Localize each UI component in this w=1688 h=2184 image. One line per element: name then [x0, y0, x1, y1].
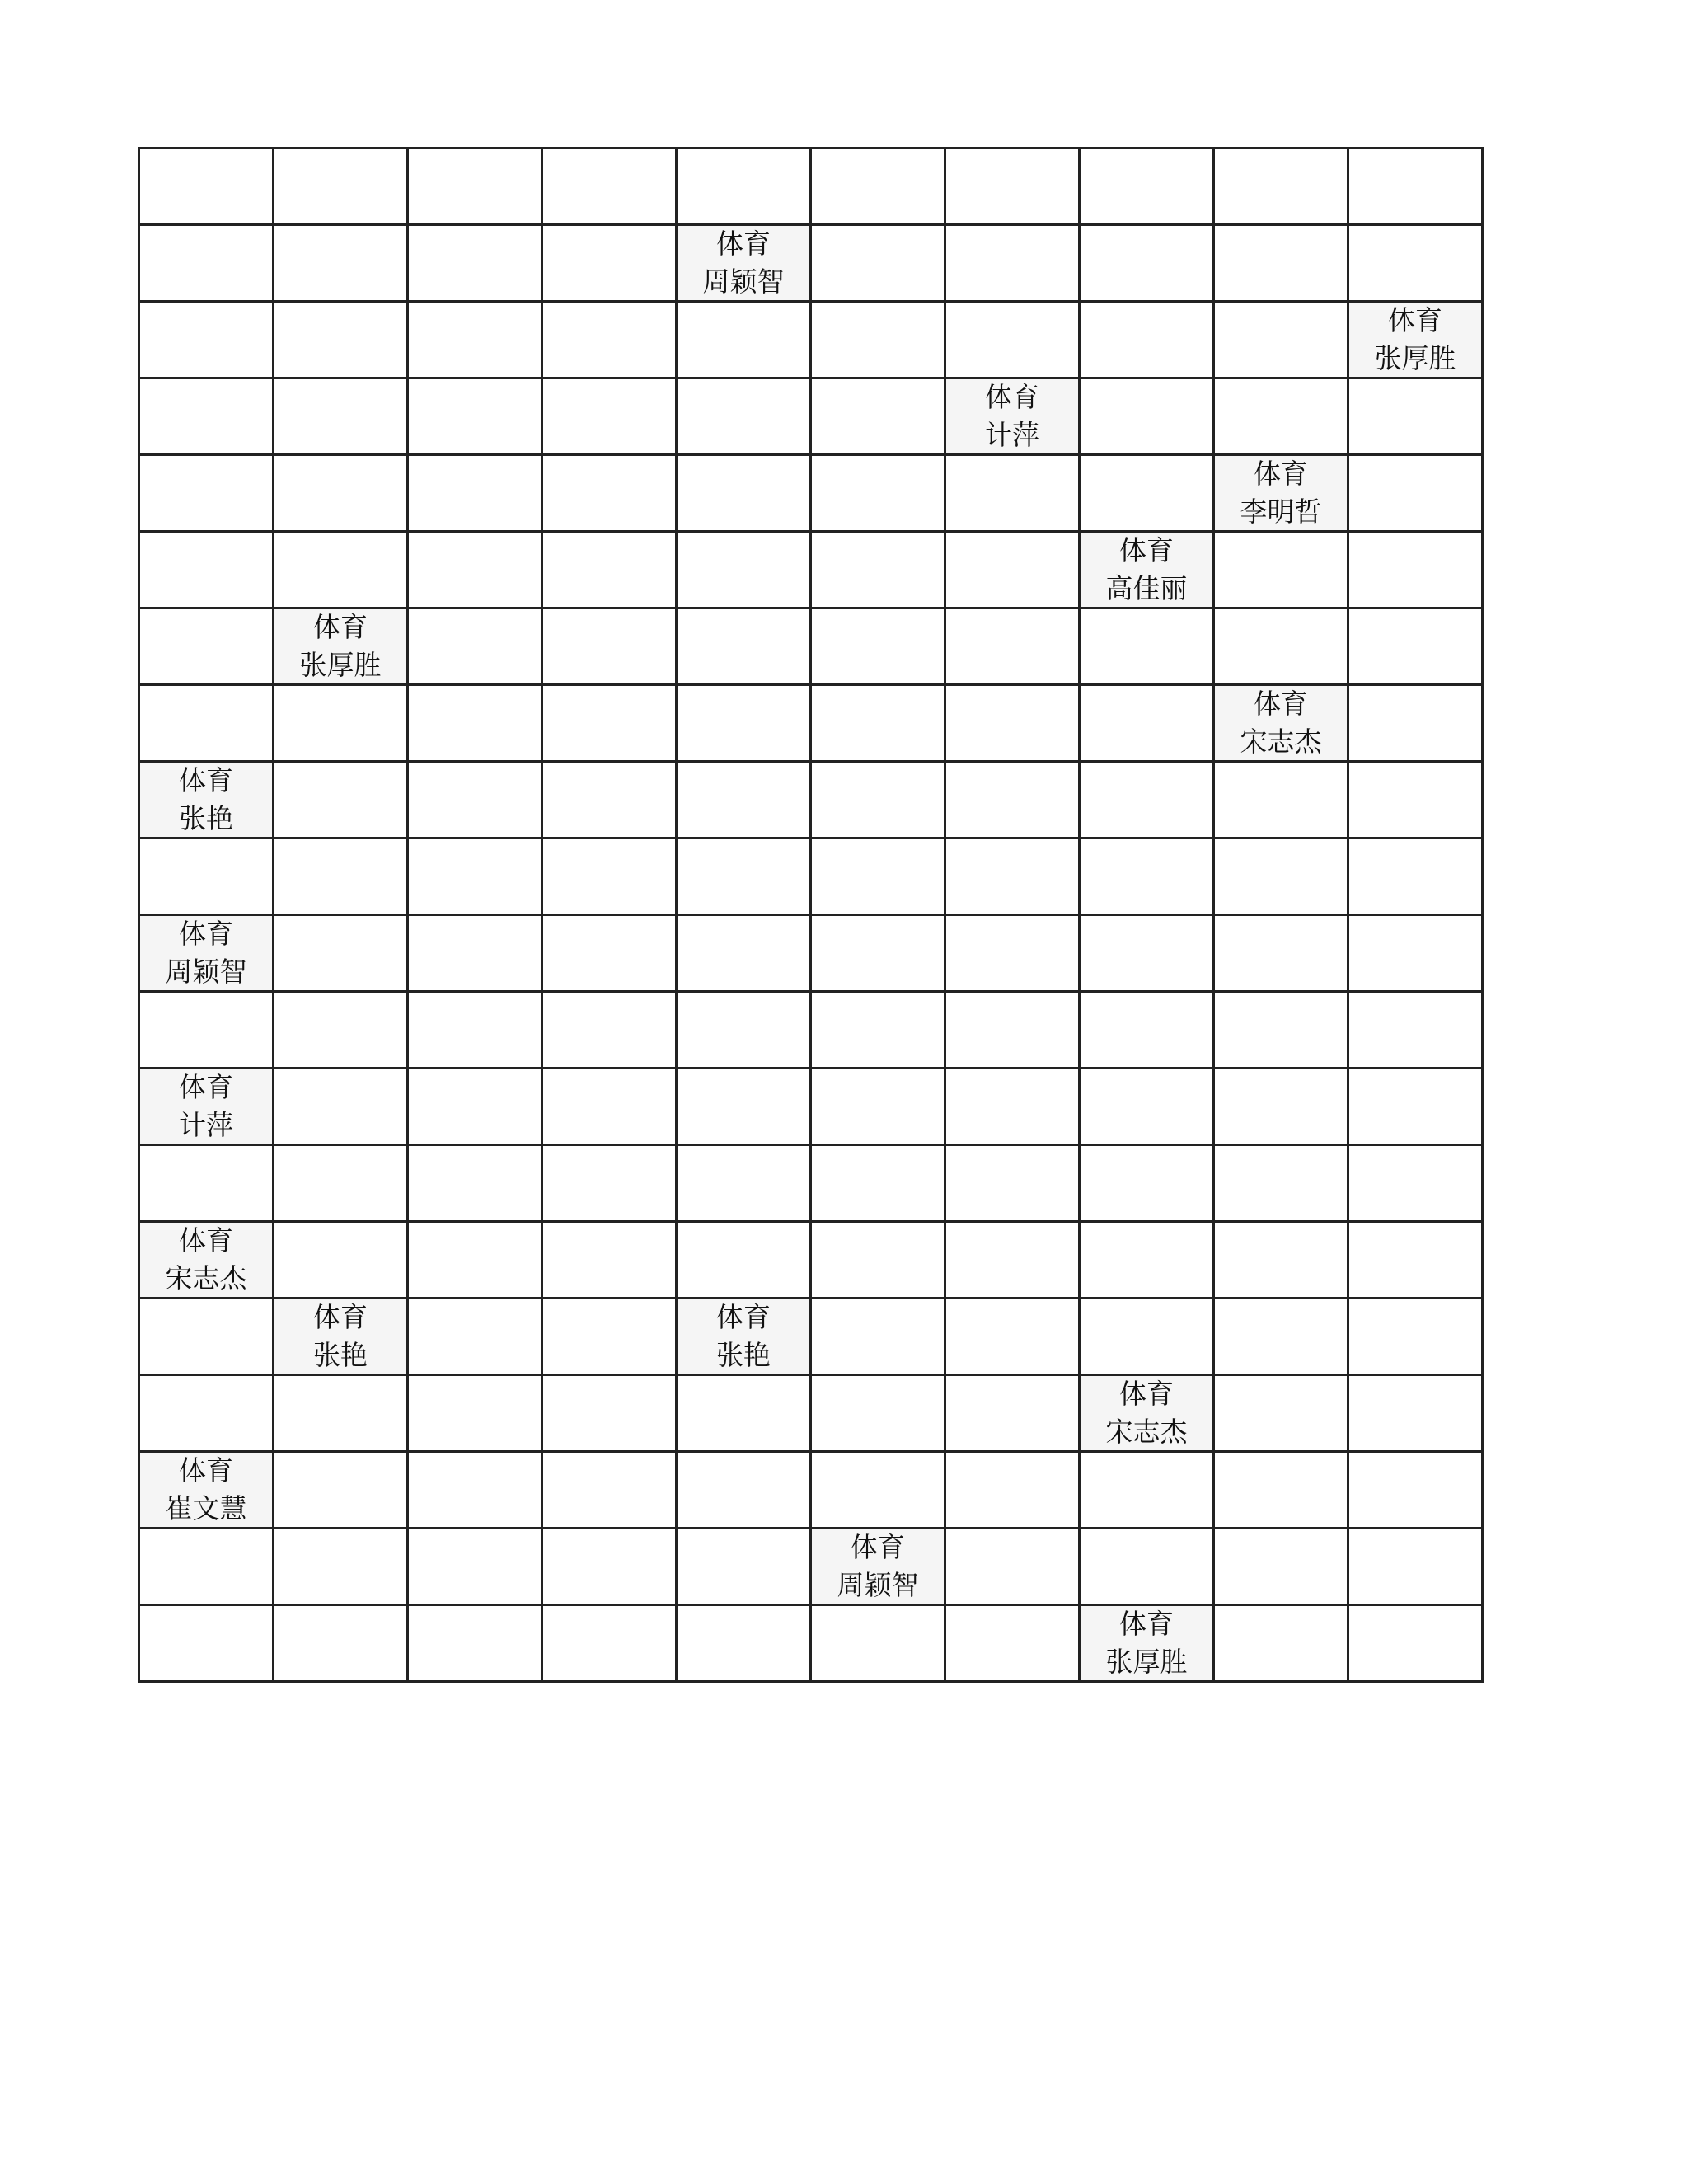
table-cell — [274, 1145, 408, 1222]
table-cell — [1214, 992, 1348, 1069]
table-cell — [139, 1375, 274, 1452]
table-cell — [1080, 225, 1214, 302]
table-cell — [945, 1299, 1080, 1375]
table-cell — [811, 455, 945, 532]
table-cell — [1080, 1145, 1214, 1222]
table-cell — [677, 302, 811, 378]
table-cell — [811, 302, 945, 378]
table-cell — [542, 1375, 677, 1452]
table-cell — [542, 148, 677, 225]
table-cell — [542, 1299, 677, 1375]
table-cell — [1214, 1605, 1348, 1682]
table-cell — [408, 608, 542, 685]
table-cell — [677, 1145, 811, 1222]
teacher-name: 张厚胜 — [1374, 342, 1456, 374]
class-entry — [812, 1531, 944, 1602]
table-cell — [1080, 1069, 1214, 1145]
table-cell — [945, 378, 1080, 455]
table-cell — [139, 762, 274, 838]
table-cell — [811, 992, 945, 1069]
subject-label: 体育 — [179, 1071, 233, 1103]
table-cell — [408, 455, 542, 532]
table-cell — [274, 225, 408, 302]
table-cell — [1080, 1529, 1214, 1605]
table-cell — [677, 148, 811, 225]
table-cell — [542, 302, 677, 378]
table-cell — [945, 1529, 1080, 1605]
table-cell — [811, 1375, 945, 1452]
table-cell — [677, 225, 811, 302]
teacher-name: 张艳 — [313, 1339, 368, 1371]
table-cell — [945, 838, 1080, 915]
subject-label: 体育 — [1119, 534, 1174, 566]
class-entry — [1349, 304, 1481, 375]
table-cell — [274, 455, 408, 532]
table-row — [139, 1145, 1483, 1222]
teacher-name: 宋志杰 — [1105, 1416, 1188, 1448]
table-cell — [945, 992, 1080, 1069]
table-cell — [1080, 992, 1214, 1069]
table-cell — [811, 225, 945, 302]
table-row — [139, 455, 1483, 532]
table-cell — [542, 1605, 677, 1682]
table-cell — [542, 378, 677, 455]
teacher-name: 高佳丽 — [1105, 572, 1188, 604]
subject-label: 体育 — [179, 764, 233, 796]
table-cell — [677, 1222, 811, 1299]
table-cell — [1214, 532, 1348, 608]
table-cell — [677, 1375, 811, 1452]
table-cell — [1348, 762, 1483, 838]
table-cell — [1080, 608, 1214, 685]
table-cell — [677, 838, 811, 915]
subject-label: 体育 — [313, 1301, 368, 1333]
table-cell — [945, 1375, 1080, 1452]
table-cell — [677, 915, 811, 992]
table-cell — [542, 992, 677, 1069]
table-cell — [408, 1375, 542, 1452]
table-cell — [1214, 1299, 1348, 1375]
schedule-table — [138, 147, 1484, 1683]
table-cell — [677, 1452, 811, 1529]
table-cell — [542, 1145, 677, 1222]
table-cell — [811, 915, 945, 992]
table-cell — [139, 685, 274, 762]
table-cell — [542, 915, 677, 992]
table-cell — [542, 225, 677, 302]
table-row — [139, 608, 1483, 685]
table-cell — [274, 915, 408, 992]
table-cell — [1214, 378, 1348, 455]
class-entry — [140, 918, 272, 989]
table-cell — [1080, 532, 1214, 608]
table-cell — [542, 685, 677, 762]
class-entry — [274, 611, 406, 682]
table-cell — [1348, 1605, 1483, 1682]
table-cell — [1214, 225, 1348, 302]
table-cell — [1080, 455, 1214, 532]
table-cell — [1214, 838, 1348, 915]
teacher-name: 宋志杰 — [1240, 726, 1322, 758]
table-cell — [274, 1069, 408, 1145]
table-cell — [408, 1069, 542, 1145]
table-cell — [408, 838, 542, 915]
table-cell — [139, 838, 274, 915]
table-cell — [1080, 762, 1214, 838]
table-cell — [274, 608, 408, 685]
table-cell — [1080, 302, 1214, 378]
table-cell — [945, 608, 1080, 685]
table-cell — [811, 1452, 945, 1529]
table-cell — [677, 1299, 811, 1375]
table-row — [139, 148, 1483, 225]
table-cell — [677, 608, 811, 685]
teacher-name: 计萍 — [985, 419, 1039, 451]
teacher-name: 张艳 — [179, 802, 233, 834]
class-entry — [1081, 534, 1212, 605]
table-cell — [274, 302, 408, 378]
teacher-name: 张厚胜 — [299, 649, 382, 681]
teacher-name: 宋志杰 — [165, 1262, 247, 1294]
table-cell — [408, 1222, 542, 1299]
table-cell — [811, 685, 945, 762]
table-cell — [811, 1145, 945, 1222]
table-cell — [274, 1375, 408, 1452]
table-cell — [1214, 608, 1348, 685]
table-cell — [1348, 302, 1483, 378]
table-cell — [274, 685, 408, 762]
table-cell — [139, 1452, 274, 1529]
teacher-name: 张艳 — [716, 1339, 771, 1371]
table-cell — [542, 532, 677, 608]
subject-label: 体育 — [179, 1454, 233, 1487]
class-entry — [140, 1071, 272, 1142]
table-cell — [1214, 1222, 1348, 1299]
subject-label: 体育 — [313, 611, 368, 643]
schedule-body — [139, 148, 1483, 1682]
table-cell — [1080, 915, 1214, 992]
table-cell — [408, 302, 542, 378]
table-cell — [945, 685, 1080, 762]
table-cell — [1214, 1145, 1348, 1222]
table-cell — [1214, 1069, 1348, 1145]
table-cell — [1080, 1375, 1214, 1452]
table-cell — [1348, 838, 1483, 915]
class-entry — [140, 1224, 272, 1295]
table-cell — [1214, 1452, 1348, 1529]
table-cell — [945, 1452, 1080, 1529]
table-cell — [274, 1452, 408, 1529]
table-row — [139, 685, 1483, 762]
table-cell — [677, 378, 811, 455]
table-cell — [811, 378, 945, 455]
teacher-name: 李明哲 — [1240, 496, 1322, 528]
table-cell — [1348, 685, 1483, 762]
table-cell — [945, 148, 1080, 225]
table-cell — [811, 1299, 945, 1375]
table-cell — [139, 532, 274, 608]
table-cell — [1214, 455, 1348, 532]
class-entry — [678, 228, 809, 298]
table-cell — [1348, 608, 1483, 685]
table-cell — [408, 225, 542, 302]
table-cell — [139, 1145, 274, 1222]
class-entry — [678, 1301, 809, 1372]
table-cell — [139, 992, 274, 1069]
table-cell — [542, 1222, 677, 1299]
table-cell — [274, 148, 408, 225]
subject-label: 体育 — [985, 381, 1039, 413]
table-cell — [1348, 1222, 1483, 1299]
table-row — [139, 915, 1483, 992]
table-cell — [811, 1222, 945, 1299]
table-cell — [1348, 1299, 1483, 1375]
table-cell — [1214, 915, 1348, 992]
table-cell — [677, 455, 811, 532]
table-row — [139, 1069, 1483, 1145]
table-cell — [542, 838, 677, 915]
table-cell — [139, 1069, 274, 1145]
table-cell — [408, 762, 542, 838]
table-cell — [274, 532, 408, 608]
table-cell — [408, 1145, 542, 1222]
table-cell — [408, 915, 542, 992]
teacher-name: 张厚胜 — [1105, 1646, 1188, 1678]
table-cell — [1214, 148, 1348, 225]
table-cell — [1348, 1529, 1483, 1605]
table-cell — [139, 1605, 274, 1682]
table-cell — [542, 1452, 677, 1529]
table-cell — [1348, 455, 1483, 532]
table-cell — [945, 1605, 1080, 1682]
table-cell — [1214, 762, 1348, 838]
table-cell — [139, 455, 274, 532]
subject-label: 体育 — [179, 1224, 233, 1256]
table-cell — [139, 302, 274, 378]
subject-label: 体育 — [179, 918, 233, 950]
table-row — [139, 992, 1483, 1069]
table-cell — [1080, 378, 1214, 455]
table-cell — [677, 762, 811, 838]
table-cell — [542, 762, 677, 838]
subject-label: 体育 — [1119, 1608, 1174, 1640]
table-cell — [811, 608, 945, 685]
table-cell — [408, 685, 542, 762]
class-entry — [1081, 1378, 1212, 1449]
table-cell — [408, 1452, 542, 1529]
table-cell — [139, 378, 274, 455]
table-cell — [1214, 1375, 1348, 1452]
subject-label: 体育 — [1388, 304, 1442, 336]
table-row — [139, 1375, 1483, 1452]
table-cell — [408, 1605, 542, 1682]
table-cell — [1080, 1222, 1214, 1299]
table-row — [139, 762, 1483, 838]
table-cell — [1348, 378, 1483, 455]
table-row — [139, 1529, 1483, 1605]
table-cell — [1080, 1299, 1214, 1375]
subject-label: 体育 — [1254, 688, 1308, 720]
table-cell — [542, 1529, 677, 1605]
subject-label: 体育 — [851, 1531, 905, 1563]
table-cell — [274, 1529, 408, 1605]
table-cell — [408, 148, 542, 225]
table-cell — [811, 1605, 945, 1682]
table-cell — [139, 1299, 274, 1375]
table-cell — [274, 1222, 408, 1299]
table-cell — [1214, 1529, 1348, 1605]
table-row — [139, 378, 1483, 455]
subject-label: 体育 — [1119, 1378, 1174, 1410]
table-row — [139, 302, 1483, 378]
table-cell — [542, 455, 677, 532]
subject-label: 体育 — [716, 1301, 771, 1333]
table-cell — [139, 148, 274, 225]
table-cell — [811, 1069, 945, 1145]
table-cell — [408, 378, 542, 455]
subject-label: 体育 — [716, 228, 771, 260]
table-row — [139, 838, 1483, 915]
table-cell — [1348, 992, 1483, 1069]
table-cell — [139, 915, 274, 992]
table-cell — [1348, 148, 1483, 225]
class-entry — [274, 1301, 406, 1372]
teacher-name: 周颖智 — [165, 956, 247, 988]
teacher-name: 崔文慧 — [165, 1492, 247, 1524]
table-cell — [945, 455, 1080, 532]
table-cell — [811, 838, 945, 915]
table-cell — [139, 1222, 274, 1299]
class-entry — [1215, 688, 1347, 759]
table-cell — [1348, 225, 1483, 302]
table-cell — [408, 1529, 542, 1605]
table-cell — [1348, 915, 1483, 992]
table-cell — [1080, 148, 1214, 225]
table-cell — [1080, 685, 1214, 762]
table-cell — [274, 1299, 408, 1375]
table-cell — [274, 1605, 408, 1682]
subject-label: 体育 — [1254, 458, 1308, 490]
table-cell — [677, 992, 811, 1069]
table-cell — [945, 762, 1080, 838]
table-cell — [542, 608, 677, 685]
table-cell — [945, 1222, 1080, 1299]
table-cell — [1214, 302, 1348, 378]
table-cell — [811, 148, 945, 225]
table-cell — [677, 1529, 811, 1605]
table-cell — [677, 1605, 811, 1682]
class-entry — [140, 1454, 272, 1525]
table-cell — [408, 992, 542, 1069]
table-row — [139, 1222, 1483, 1299]
table-cell — [811, 532, 945, 608]
table-cell — [1080, 838, 1214, 915]
table-row — [139, 1299, 1483, 1375]
table-row — [139, 1452, 1483, 1529]
table-cell — [1080, 1605, 1214, 1682]
table-cell — [945, 1145, 1080, 1222]
table-cell — [274, 762, 408, 838]
table-cell — [139, 608, 274, 685]
table-cell — [139, 225, 274, 302]
table-cell — [1214, 685, 1348, 762]
class-entry — [140, 764, 272, 835]
class-entry — [946, 381, 1078, 452]
table-row — [139, 225, 1483, 302]
teacher-name: 周颖智 — [837, 1569, 919, 1601]
table-cell — [1080, 1452, 1214, 1529]
teacher-name: 周颖智 — [702, 265, 785, 298]
table-cell — [945, 225, 1080, 302]
table-cell — [274, 992, 408, 1069]
class-entry — [1081, 1608, 1212, 1679]
table-cell — [274, 838, 408, 915]
table-cell — [1348, 1452, 1483, 1529]
table-cell — [677, 685, 811, 762]
table-cell — [408, 1299, 542, 1375]
table-row — [139, 1605, 1483, 1682]
table-cell — [945, 532, 1080, 608]
table-cell — [542, 1069, 677, 1145]
table-cell — [945, 302, 1080, 378]
table-cell — [1348, 1069, 1483, 1145]
table-cell — [811, 762, 945, 838]
teacher-name: 计萍 — [179, 1109, 233, 1141]
table-cell — [1348, 532, 1483, 608]
table-cell — [1348, 1375, 1483, 1452]
table-cell — [811, 1529, 945, 1605]
table-cell — [945, 915, 1080, 992]
table-row — [139, 532, 1483, 608]
table-cell — [408, 532, 542, 608]
class-entry — [1215, 458, 1347, 528]
table-cell — [945, 1069, 1080, 1145]
table-cell — [677, 532, 811, 608]
table-cell — [274, 378, 408, 455]
table-cell — [139, 1529, 274, 1605]
table-cell — [1348, 1145, 1483, 1222]
table-cell — [677, 1069, 811, 1145]
